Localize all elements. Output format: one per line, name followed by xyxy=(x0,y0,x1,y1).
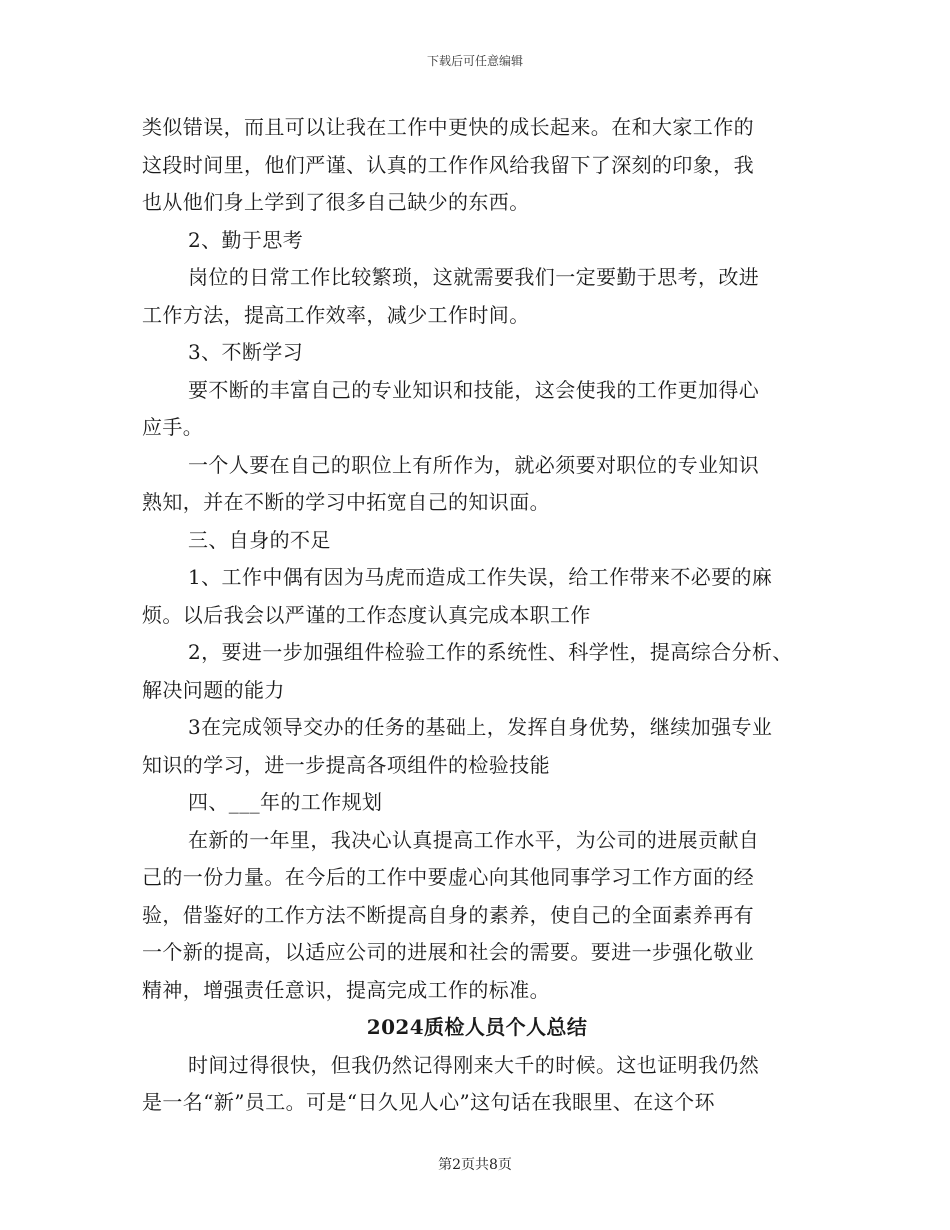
text-line: 一个人要在自己的职位上有所作为，就必须要对职位的专业知识 xyxy=(188,452,760,477)
text-line: 熟知，并在不断的学习中拓宽自己的知识面。 xyxy=(142,490,550,514)
text-line: 精神，增强责任意识，提高完成工作的标准。 xyxy=(142,977,550,1002)
page-header-note: 下载后可任意编辑 xyxy=(426,54,523,68)
document-body xyxy=(142,109,832,1122)
text-line: 3在完成领导交办的任务的基础上，发挥自身优势，继续加强专业 xyxy=(188,715,773,739)
text-line: 3、不断学习 xyxy=(188,340,304,364)
text-line: 也从他们身上学到了很多自己缺少的东西。 xyxy=(142,190,530,214)
page-number-footer: 第2页共8页 xyxy=(438,1157,512,1173)
text-line: 烦。以后我会以严谨的工作态度认真完成本职工作 xyxy=(142,602,591,627)
text-line: 知识的学习，进一步提高各项组件的检验技能 xyxy=(142,752,550,777)
text-line: 三、自身的不足 xyxy=(188,527,331,552)
text-line: 一个新的提高，以适应公司的进展和社会的需要。要进一步强化敬业 xyxy=(142,940,754,964)
text-line: 是一名“新”员工。可是“日久见人心”这句话在我眼里、在这个环 xyxy=(142,1090,715,1114)
text-line: 验，借鉴好的工作方法不断提高自身的素养，使自己的全面素养再有 xyxy=(142,902,754,927)
text-line: 时间过得很快，但我仍然记得刚来大千的时候。这也证明我仍然 xyxy=(188,1052,760,1077)
text-line: 解决问题的能力 xyxy=(142,677,285,702)
text-line: 四、___年的工作规划 xyxy=(188,790,383,814)
text-line: 2，要进一步加强组件检验工作的系统性、科学性，提高综合分析、 xyxy=(188,640,793,664)
text-line: 应手。 xyxy=(142,415,204,439)
text-line: 岗位的日常工作比较繁琐，这就需要我们一定要勤于思考，改进 xyxy=(188,265,760,289)
text-line: 类似错误，而且可以让我在工作中更快的成长起来。在和大家工作的 xyxy=(142,115,754,139)
text-line: 工作方法，提高工作效率，减少工作时间。 xyxy=(142,302,530,327)
text-line: 在新的一年里，我决心认真提高工作水平，为公司的进展贡献自 xyxy=(188,827,760,852)
text-line: 这段时间里，他们严谨、认真的工作作风给我留下了深刻的印象，我 xyxy=(142,152,754,177)
text-line: 1、工作中偶有因为马虎而造成工作失误，给工作带来不必要的麻 xyxy=(188,565,773,589)
text-line: 2、勤于思考 xyxy=(188,227,304,252)
text-line: 要不断的丰富自己的专业知识和技能，这会使我的工作更加得心 xyxy=(188,377,760,402)
text-line: 己的一份力量。在今后的工作中要虚心向其他同事学习工作方面的经 xyxy=(142,865,754,889)
section-title: 2024质检人员个人总结 xyxy=(366,1015,588,1039)
